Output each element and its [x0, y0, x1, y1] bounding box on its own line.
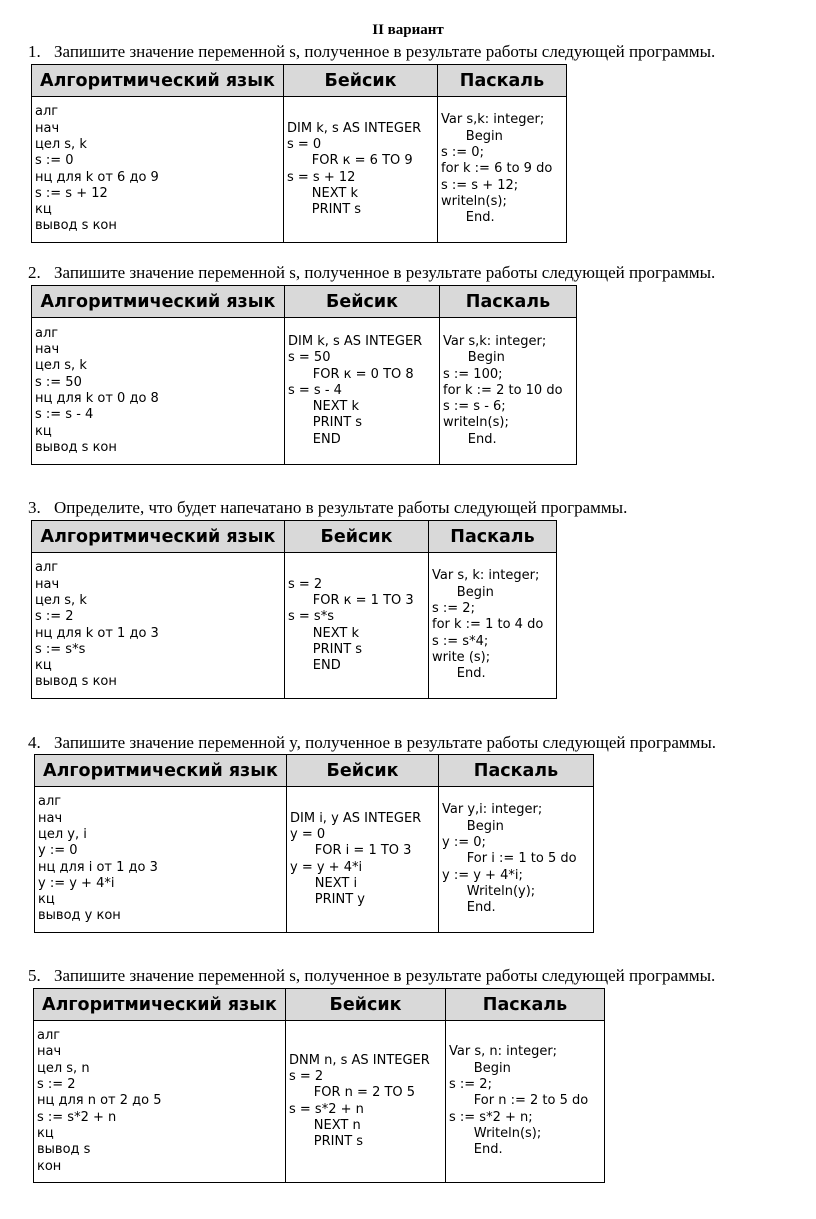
header-pascal: Паскаль: [429, 521, 557, 553]
question-text: Запишите значение переменной s, полученное в результате работы следующей программы.: [54, 263, 716, 282]
header-algo: Алгоритмический язык: [32, 521, 285, 553]
algo-code: алг нач цел s, k s := 0 нц для k от 6 до 9 s := s + 12 кц вывод s кон: [32, 97, 284, 243]
question-number: 2.: [28, 263, 41, 282]
question-number: 4.: [28, 733, 41, 752]
algo-code: алг нач цел s, k s := 50 нц для k от 0 до 8 s := s - 4 кц вывод s кон: [32, 318, 285, 465]
header-basic: Бейсик: [285, 521, 429, 553]
basic-code: DIM i, y AS INTEGER y = 0 FOR i = 1 TO 3 y = y + 4*i NEXT i PRINT y: [287, 787, 439, 933]
header-pascal: Паскаль: [440, 286, 577, 318]
header-algo: Алгоритмический язык: [32, 65, 284, 97]
code-table-3: [31, 520, 557, 699]
basic-code: DIM k, s AS INTEGER s = 50 FOR к = 0 TO 8 s = s - 4 NEXT k PRINT s END: [285, 318, 440, 465]
header-algo: Алгоритмический язык: [35, 755, 287, 787]
header-basic: Бейсик: [284, 65, 438, 97]
header-pascal: Паскаль: [438, 65, 567, 97]
question-1: [28, 42, 715, 62]
pascal-code: Var s, n: integer; Begin s := 2; For n := 2 to 5 do s := s*2 + n; Writeln(s); End.: [446, 1021, 605, 1183]
algo-code: алг нач цел y, i y := 0 нц для i от 1 до 3 y := y + 4*i кц вывод y кон: [35, 787, 287, 933]
code-table-5: [33, 988, 605, 1183]
pascal-code: Var s,k: integer; Begin s := 100; for k := 2 to 10 do s := s - 6; writeln(s); End.: [440, 318, 577, 465]
header-basic: Бейсик: [285, 286, 440, 318]
page-title: II вариант: [372, 22, 444, 38]
question-3: [28, 498, 627, 518]
algo-code: алг нач цел s, n s := 2 нц для n от 2 до 5 s := s*2 + n кц вывод s кон: [34, 1021, 286, 1183]
question-number: 5.: [28, 966, 41, 985]
pascal-code: Var y,i: integer; Begin y := 0; For i := 1 to 5 do y := y + 4*i; Writeln(y); End.: [439, 787, 594, 933]
question-text: Запишите значение переменной s, полученное в результате работы следующей программы.: [54, 966, 716, 985]
question-text: Определите, что будет напечатано в результате работы следующей программы.: [54, 498, 628, 517]
question-text: Запишите значение переменной s, полученное в результате работы следующей программы.: [54, 42, 716, 61]
question-5: [28, 966, 715, 986]
code-table-4: [34, 754, 594, 933]
code-table-2: [31, 285, 577, 465]
header-algo: Алгоритмический язык: [34, 989, 286, 1021]
pascal-code: Var s, k: integer; Begin s := 2; for k := 1 to 4 do s := s*4; write (s); End.: [429, 553, 557, 699]
question-text: Запишите значение переменной y, полученное в результате работы следующей программы.: [54, 733, 717, 752]
question-number: 1.: [28, 42, 41, 61]
header-pascal: Паскаль: [446, 989, 605, 1021]
basic-code: s = 2 FOR к = 1 TO 3 s = s*s NEXT k PRINT s END: [285, 553, 429, 699]
header-algo: Алгоритмический язык: [32, 286, 285, 318]
question-number: 3.: [28, 498, 41, 517]
pascal-code: Var s,k: integer; Begin s := 0; for k := 6 to 9 do s := s + 12; writeln(s); End.: [438, 97, 567, 243]
question-4: [28, 733, 716, 753]
basic-code: DNM n, s AS INTEGER s = 2 FOR n = 2 TO 5 s = s*2 + n NEXT n PRINT s: [286, 1021, 446, 1183]
header-basic: Бейсик: [287, 755, 439, 787]
algo-code: алг нач цел s, k s := 2 нц для k от 1 до 3 s := s*s кц вывод s кон: [32, 553, 285, 699]
header-basic: Бейсик: [286, 989, 446, 1021]
header-pascal: Паскаль: [439, 755, 594, 787]
question-2: [28, 263, 715, 283]
basic-code: DIM k, s AS INTEGER s = 0 FOR к = 6 TO 9 s = s + 12 NEXT k PRINT s: [284, 97, 438, 243]
code-table-1: [31, 64, 567, 243]
